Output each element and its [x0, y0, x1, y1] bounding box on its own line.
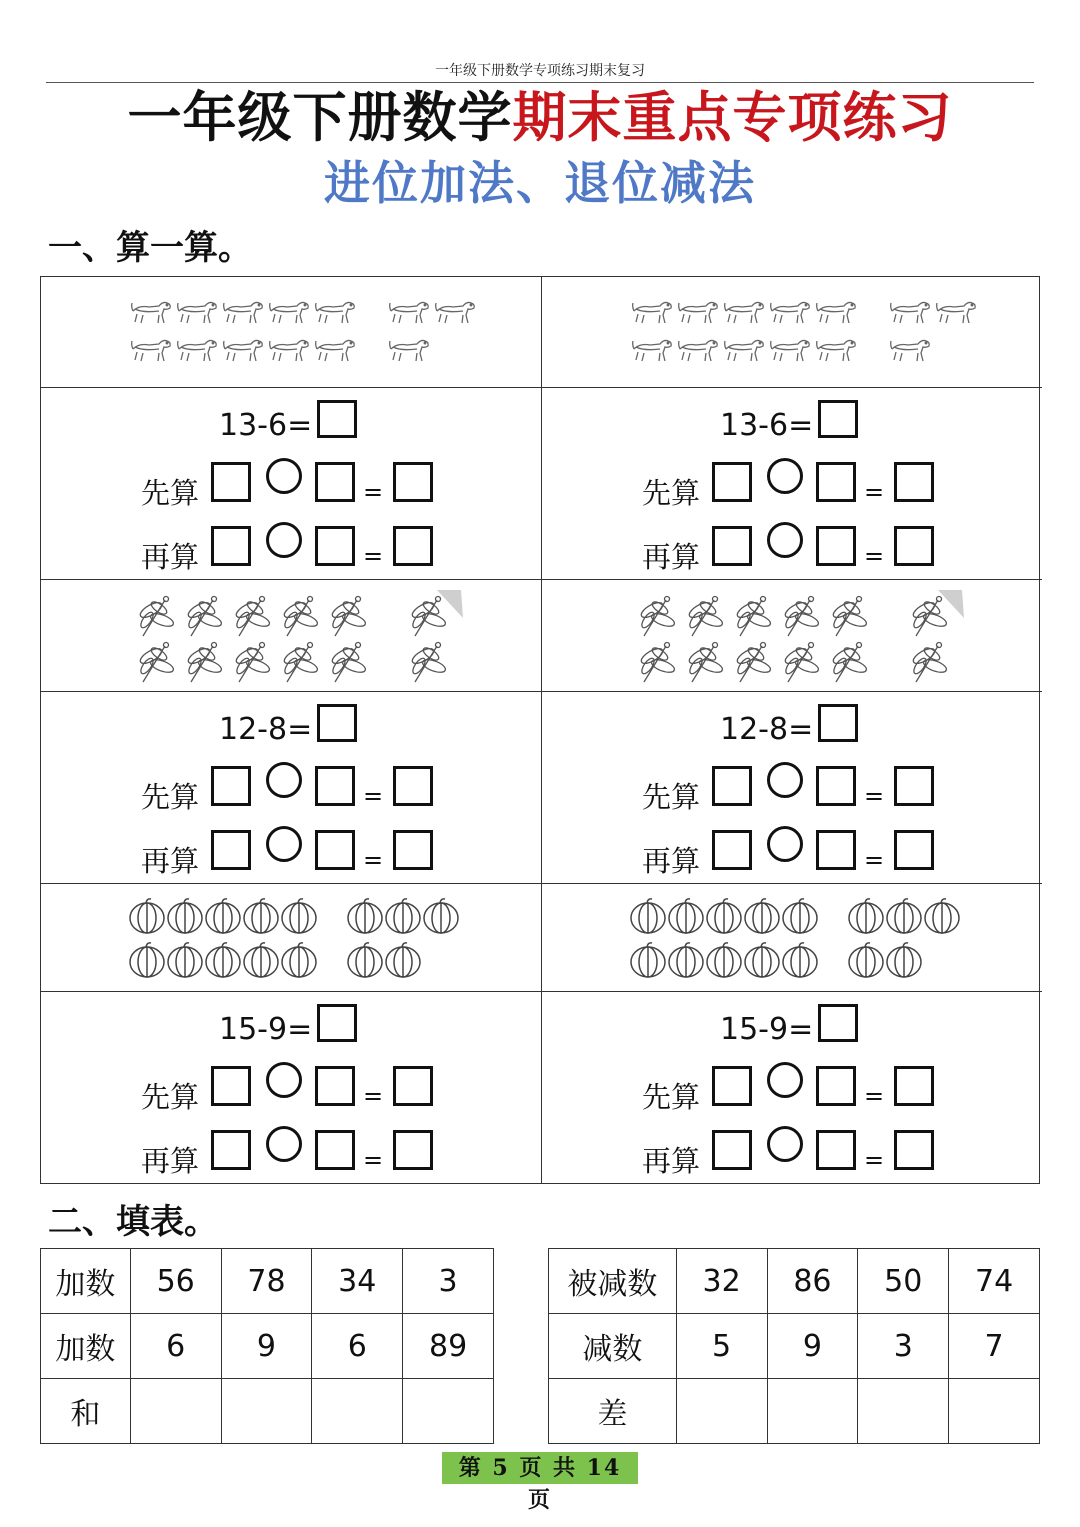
table-cell: 3: [403, 1249, 494, 1314]
first-step-operator-circle[interactable]: [767, 1062, 803, 1098]
section-1-heading: 一、算一算。: [48, 228, 252, 268]
answer-box[interactable]: [317, 400, 357, 438]
equation-text: 13-6=: [720, 408, 814, 443]
equation-text: 12-8=: [720, 712, 814, 747]
first-step-operator-circle[interactable]: [266, 762, 302, 798]
table-cell: 74: [949, 1249, 1040, 1314]
dog-icon-group: [542, 277, 1042, 387]
equals-sign: =: [363, 846, 384, 874]
row-label: 被减数: [549, 1249, 677, 1314]
picture-cell: [542, 579, 1042, 691]
then-step-operand-box[interactable]: [211, 830, 251, 870]
first-step-label: 先算: [141, 780, 200, 814]
picture-cell: [41, 277, 541, 387]
row-label: 加数: [41, 1314, 131, 1379]
first-step-operand-box[interactable]: [211, 462, 251, 502]
equation-cell: [41, 991, 541, 1183]
equation-cell: [41, 387, 541, 579]
picture-cell: [41, 579, 541, 691]
first-step-operator-circle[interactable]: [767, 458, 803, 494]
then-step-result-box[interactable]: [393, 830, 433, 870]
then-step-operator-circle[interactable]: [266, 826, 302, 862]
table-cell: 32: [676, 1249, 767, 1314]
equals-sign: =: [363, 542, 384, 570]
equation-text: 12-8=: [219, 712, 313, 747]
table-row: [41, 1314, 494, 1379]
first-step-operand-box[interactable]: [816, 462, 856, 502]
first-step-label: 先算: [642, 1080, 701, 1114]
first-step-operand-box[interactable]: [211, 766, 251, 806]
then-step-operand-box[interactable]: [712, 830, 752, 870]
then-step-operand-box[interactable]: [816, 1130, 856, 1170]
first-step-operand-box[interactable]: [315, 462, 355, 502]
section-2-heading: 二、填表。: [48, 1202, 218, 1242]
then-step-operator-circle[interactable]: [767, 1126, 803, 1162]
dragonfly-icon-group: [41, 580, 541, 692]
table-cell: 34: [312, 1249, 403, 1314]
equation-text: 15-9=: [720, 1012, 814, 1047]
table-cell: 6: [130, 1314, 221, 1379]
subtraction-table: [548, 1248, 1040, 1444]
first-step-operand-box[interactable]: [712, 766, 752, 806]
first-step-label: 先算: [141, 476, 200, 510]
table-cell: 78: [221, 1249, 312, 1314]
then-step-operator-circle[interactable]: [767, 826, 803, 862]
then-step-result-box[interactable]: [894, 1130, 934, 1170]
answer-cell[interactable]: [858, 1379, 949, 1444]
page-subtitle: 进位加法、退位减法: [324, 156, 756, 210]
answer-cell[interactable]: [949, 1379, 1040, 1444]
dog-icon-group: [41, 277, 541, 387]
addition-table: [40, 1248, 494, 1444]
then-step-label: 再算: [141, 1144, 200, 1178]
then-step-result-box[interactable]: [393, 526, 433, 566]
then-step-result-box[interactable]: [894, 526, 934, 566]
first-step-operand-box[interactable]: [315, 1066, 355, 1106]
first-step-result-box[interactable]: [894, 1066, 934, 1106]
page-number-badge: 第 5 页 共 14 页: [442, 1452, 638, 1484]
running-header: 一年级下册数学专项练习期末复习: [435, 63, 645, 79]
then-step-operator-circle[interactable]: [767, 522, 803, 558]
equation-text: 15-9=: [219, 1012, 313, 1047]
first-step-operand-box[interactable]: [315, 766, 355, 806]
then-step-operand-box[interactable]: [816, 830, 856, 870]
then-step-label: 再算: [141, 844, 200, 878]
equals-sign: =: [864, 542, 885, 570]
then-step-operand-box[interactable]: [712, 526, 752, 566]
equals-sign: =: [864, 1146, 885, 1174]
then-step-operand-box[interactable]: [211, 1130, 251, 1170]
equals-sign: =: [864, 782, 885, 810]
then-step-label: 再算: [642, 540, 701, 574]
row-label: 减数: [549, 1314, 677, 1379]
then-step-operand-box[interactable]: [211, 526, 251, 566]
table-row: [41, 1379, 494, 1444]
table-row: [41, 1249, 494, 1314]
first-step-operand-box[interactable]: [712, 462, 752, 502]
answer-cell[interactable]: [221, 1379, 312, 1444]
equals-sign: =: [363, 782, 384, 810]
table-cell: 9: [767, 1314, 858, 1379]
then-step-operand-box[interactable]: [712, 1130, 752, 1170]
first-step-result-box[interactable]: [894, 462, 934, 502]
first-step-operand-box[interactable]: [816, 1066, 856, 1106]
first-step-result-box[interactable]: [393, 462, 433, 502]
first-step-operator-circle[interactable]: [767, 762, 803, 798]
then-step-label: 再算: [642, 1144, 701, 1178]
answer-box[interactable]: [818, 1004, 858, 1042]
exercise-column-right: [541, 277, 1042, 1183]
first-step-label: 先算: [141, 1080, 200, 1114]
then-step-operator-circle[interactable]: [266, 522, 302, 558]
header-divider: [46, 82, 1034, 83]
answer-box[interactable]: [818, 400, 858, 438]
first-step-result-box[interactable]: [393, 766, 433, 806]
then-step-result-box[interactable]: [393, 1130, 433, 1170]
picture-cell: [542, 883, 1042, 991]
equation-cell: [542, 387, 1042, 579]
then-step-operand-box[interactable]: [315, 526, 355, 566]
dragonfly-icon-group: [542, 580, 1042, 692]
answer-cell[interactable]: [676, 1379, 767, 1444]
equals-sign: =: [363, 1082, 384, 1110]
first-step-label: 先算: [642, 780, 701, 814]
table-row: [549, 1249, 1040, 1314]
table-cell: 9: [221, 1314, 312, 1379]
equals-sign: =: [864, 478, 885, 506]
then-step-operator-circle[interactable]: [266, 1126, 302, 1162]
row-label: 加数: [41, 1249, 131, 1314]
first-step-operand-box[interactable]: [211, 1066, 251, 1106]
answer-box[interactable]: [818, 704, 858, 742]
table-cell: 50: [858, 1249, 949, 1314]
then-step-operand-box[interactable]: [315, 830, 355, 870]
equation-text: 13-6=: [219, 408, 313, 443]
pumpkin-icon-group: [41, 884, 541, 992]
then-step-operand-box[interactable]: [315, 1130, 355, 1170]
title-part-black: 一年级下册数学: [127, 86, 513, 149]
then-step-label: 再算: [642, 844, 701, 878]
answer-cell[interactable]: [403, 1379, 494, 1444]
pumpkin-icon-group: [542, 884, 1042, 992]
picture-cell: [41, 883, 541, 991]
page-title: [0, 86, 1080, 150]
row-label: 和: [41, 1379, 131, 1444]
exercise-column-left: [41, 277, 541, 1183]
table-cell: 5: [676, 1314, 767, 1379]
then-step-label: 再算: [141, 540, 200, 574]
equation-cell: [41, 691, 541, 883]
answer-box[interactable]: [317, 704, 357, 742]
picture-cell: [542, 277, 1042, 387]
table-cell: 7: [949, 1314, 1040, 1379]
answer-box[interactable]: [317, 1004, 357, 1042]
first-step-operator-circle[interactable]: [266, 458, 302, 494]
table-cell: 56: [130, 1249, 221, 1314]
table-cell: 89: [403, 1314, 494, 1379]
equals-sign: =: [363, 478, 384, 506]
first-step-result-box[interactable]: [393, 1066, 433, 1106]
equals-sign: =: [363, 1146, 384, 1174]
table-row: [549, 1379, 1040, 1444]
equation-cell: [542, 991, 1042, 1183]
answer-cell[interactable]: [312, 1379, 403, 1444]
table-cell: 86: [767, 1249, 858, 1314]
row-label: 差: [549, 1379, 677, 1444]
equation-cell: [542, 691, 1042, 883]
answer-cell[interactable]: [130, 1379, 221, 1444]
then-step-operand-box[interactable]: [816, 526, 856, 566]
table-row: [549, 1314, 1040, 1379]
first-step-operator-circle[interactable]: [266, 1062, 302, 1098]
first-step-operand-box[interactable]: [712, 1066, 752, 1106]
first-step-result-box[interactable]: [894, 766, 934, 806]
answer-cell[interactable]: [767, 1379, 858, 1444]
first-step-label: 先算: [642, 476, 701, 510]
first-step-operand-box[interactable]: [816, 766, 856, 806]
equals-sign: =: [864, 1082, 885, 1110]
table-cell: 3: [858, 1314, 949, 1379]
exercise-grid: [40, 276, 1040, 1184]
table-cell: 6: [312, 1314, 403, 1379]
title-part-red: 期末重点专项练习: [512, 86, 953, 149]
then-step-result-box[interactable]: [894, 830, 934, 870]
equals-sign: =: [864, 846, 885, 874]
